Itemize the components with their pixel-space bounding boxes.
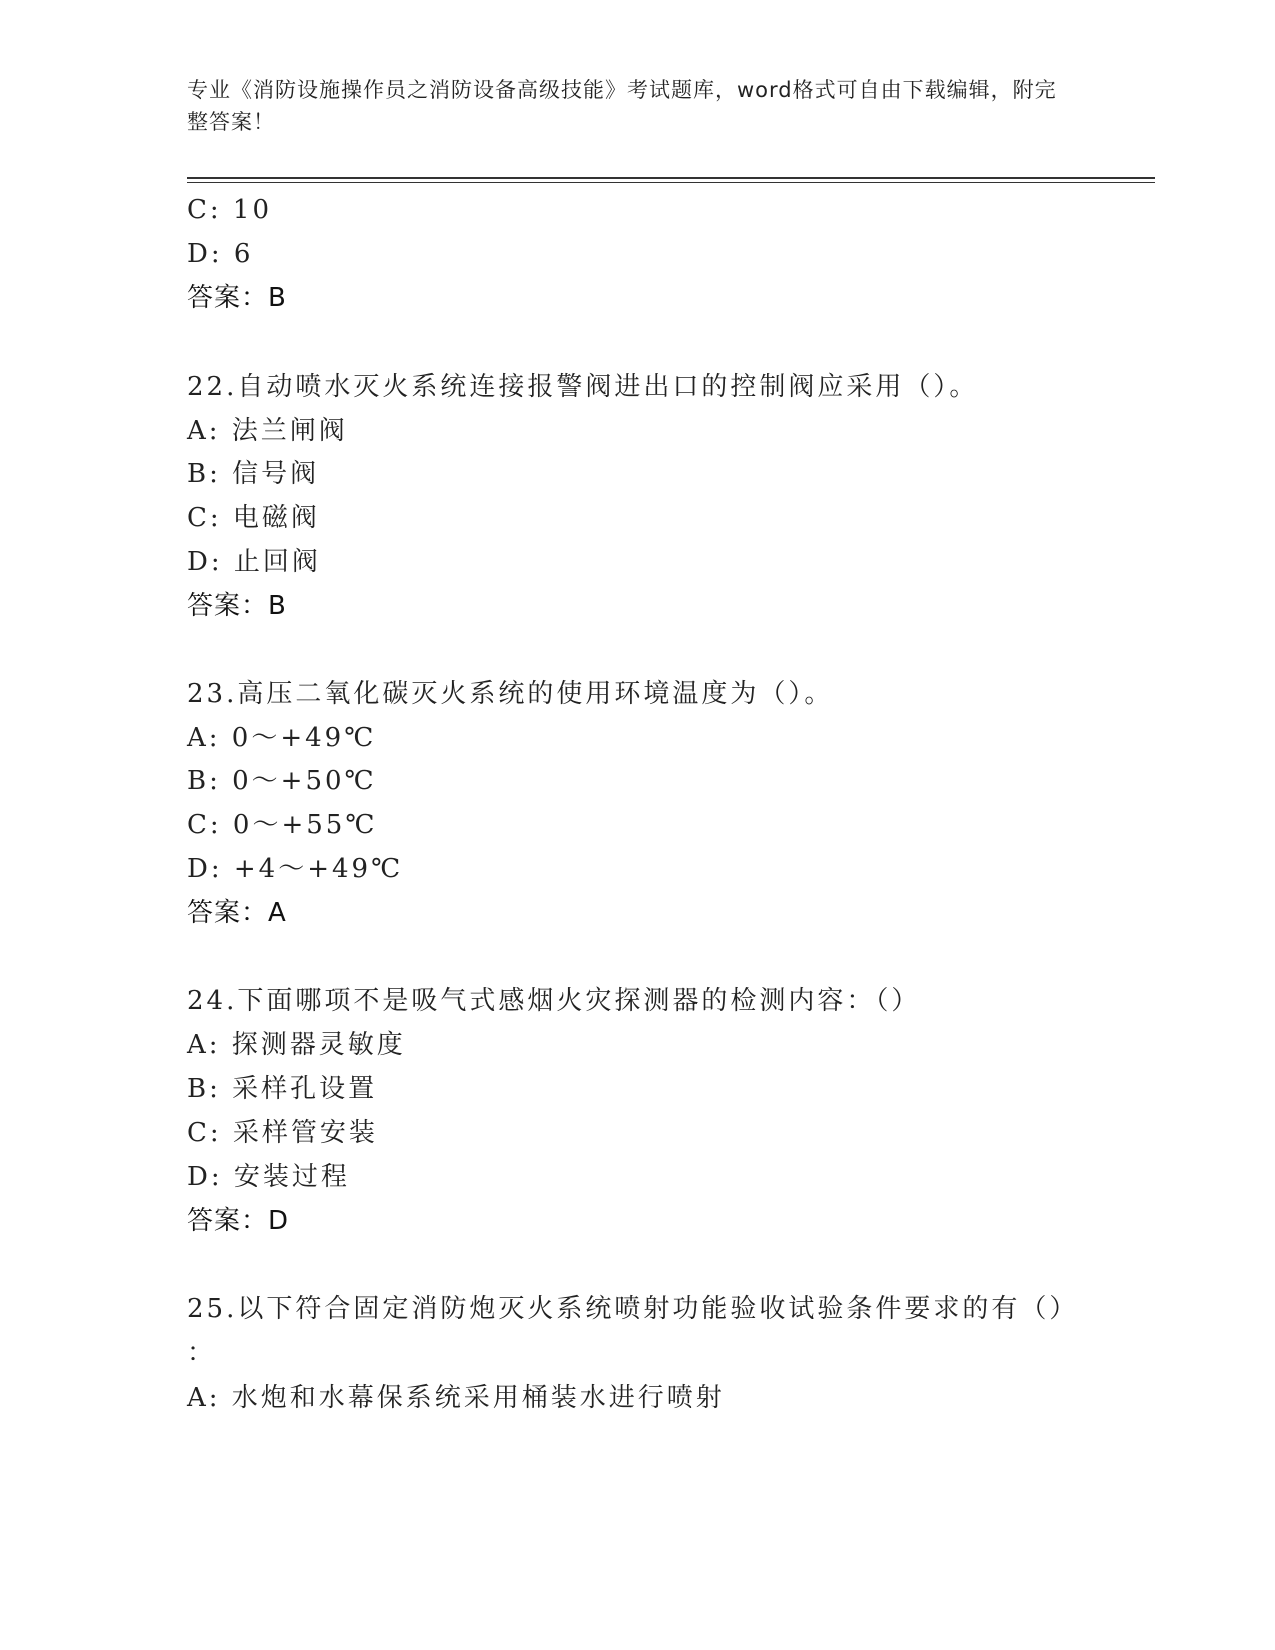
- q23-option-b: B: 0～+50℃: [187, 766, 377, 796]
- q24-option-c: C: 采样管安装: [187, 1118, 378, 1148]
- q23-answer: 答案：A: [187, 898, 287, 928]
- q23-option-d: D: +4～+49℃: [187, 854, 404, 884]
- q25-question-continuation: ：: [187, 1338, 217, 1368]
- q24-option-d: D: 安装过程: [187, 1162, 350, 1192]
- q21-option-d: D: 6: [187, 239, 254, 269]
- q22-option-a: A: 法兰闸阀: [187, 416, 348, 446]
- q23-option-a: A: 0～+49℃: [187, 723, 377, 753]
- q23-question: 23.高压二氧化碳灭火系统的使用环境温度为（）。: [187, 679, 834, 709]
- q23-option-c: C: 0～+55℃: [187, 810, 378, 840]
- q22-option-b: B: 信号阀: [187, 459, 320, 489]
- q22-question: 22.自动喷水灭火系统连接报警阀进出口的控制阀应采用（）。: [187, 372, 979, 402]
- header-rule-thick: [187, 177, 1155, 179]
- q24-option-a: A: 探测器灵敏度: [187, 1030, 406, 1060]
- q25-option-a: A: 水炮和水幕保系统采用桶装水进行喷射: [187, 1383, 725, 1413]
- header-rule-thin: [187, 182, 1155, 183]
- q22-answer: 答案：B: [187, 591, 287, 621]
- q24-option-b: B: 采样孔设置: [187, 1074, 378, 1104]
- q21-answer: 答案：B: [187, 283, 287, 313]
- q22-option-d: D: 止回阀: [187, 547, 321, 577]
- q24-answer: 答案：D: [187, 1206, 290, 1236]
- q25-question: 25.以下符合固定消防炮灭火系统喷射功能验收试验条件要求的有（）: [187, 1294, 1079, 1324]
- q22-option-c: C: 电磁阀: [187, 503, 320, 533]
- document-header: 专业《消防设施操作员之消防设备高级技能》考试题库，word格式可自由下载编辑，附完整答案！: [187, 78, 1057, 134]
- q24-question: 24.下面哪项不是吸气式感烟火灾探测器的检测内容：（）: [187, 986, 921, 1016]
- q21-option-c: C: 10: [187, 195, 273, 225]
